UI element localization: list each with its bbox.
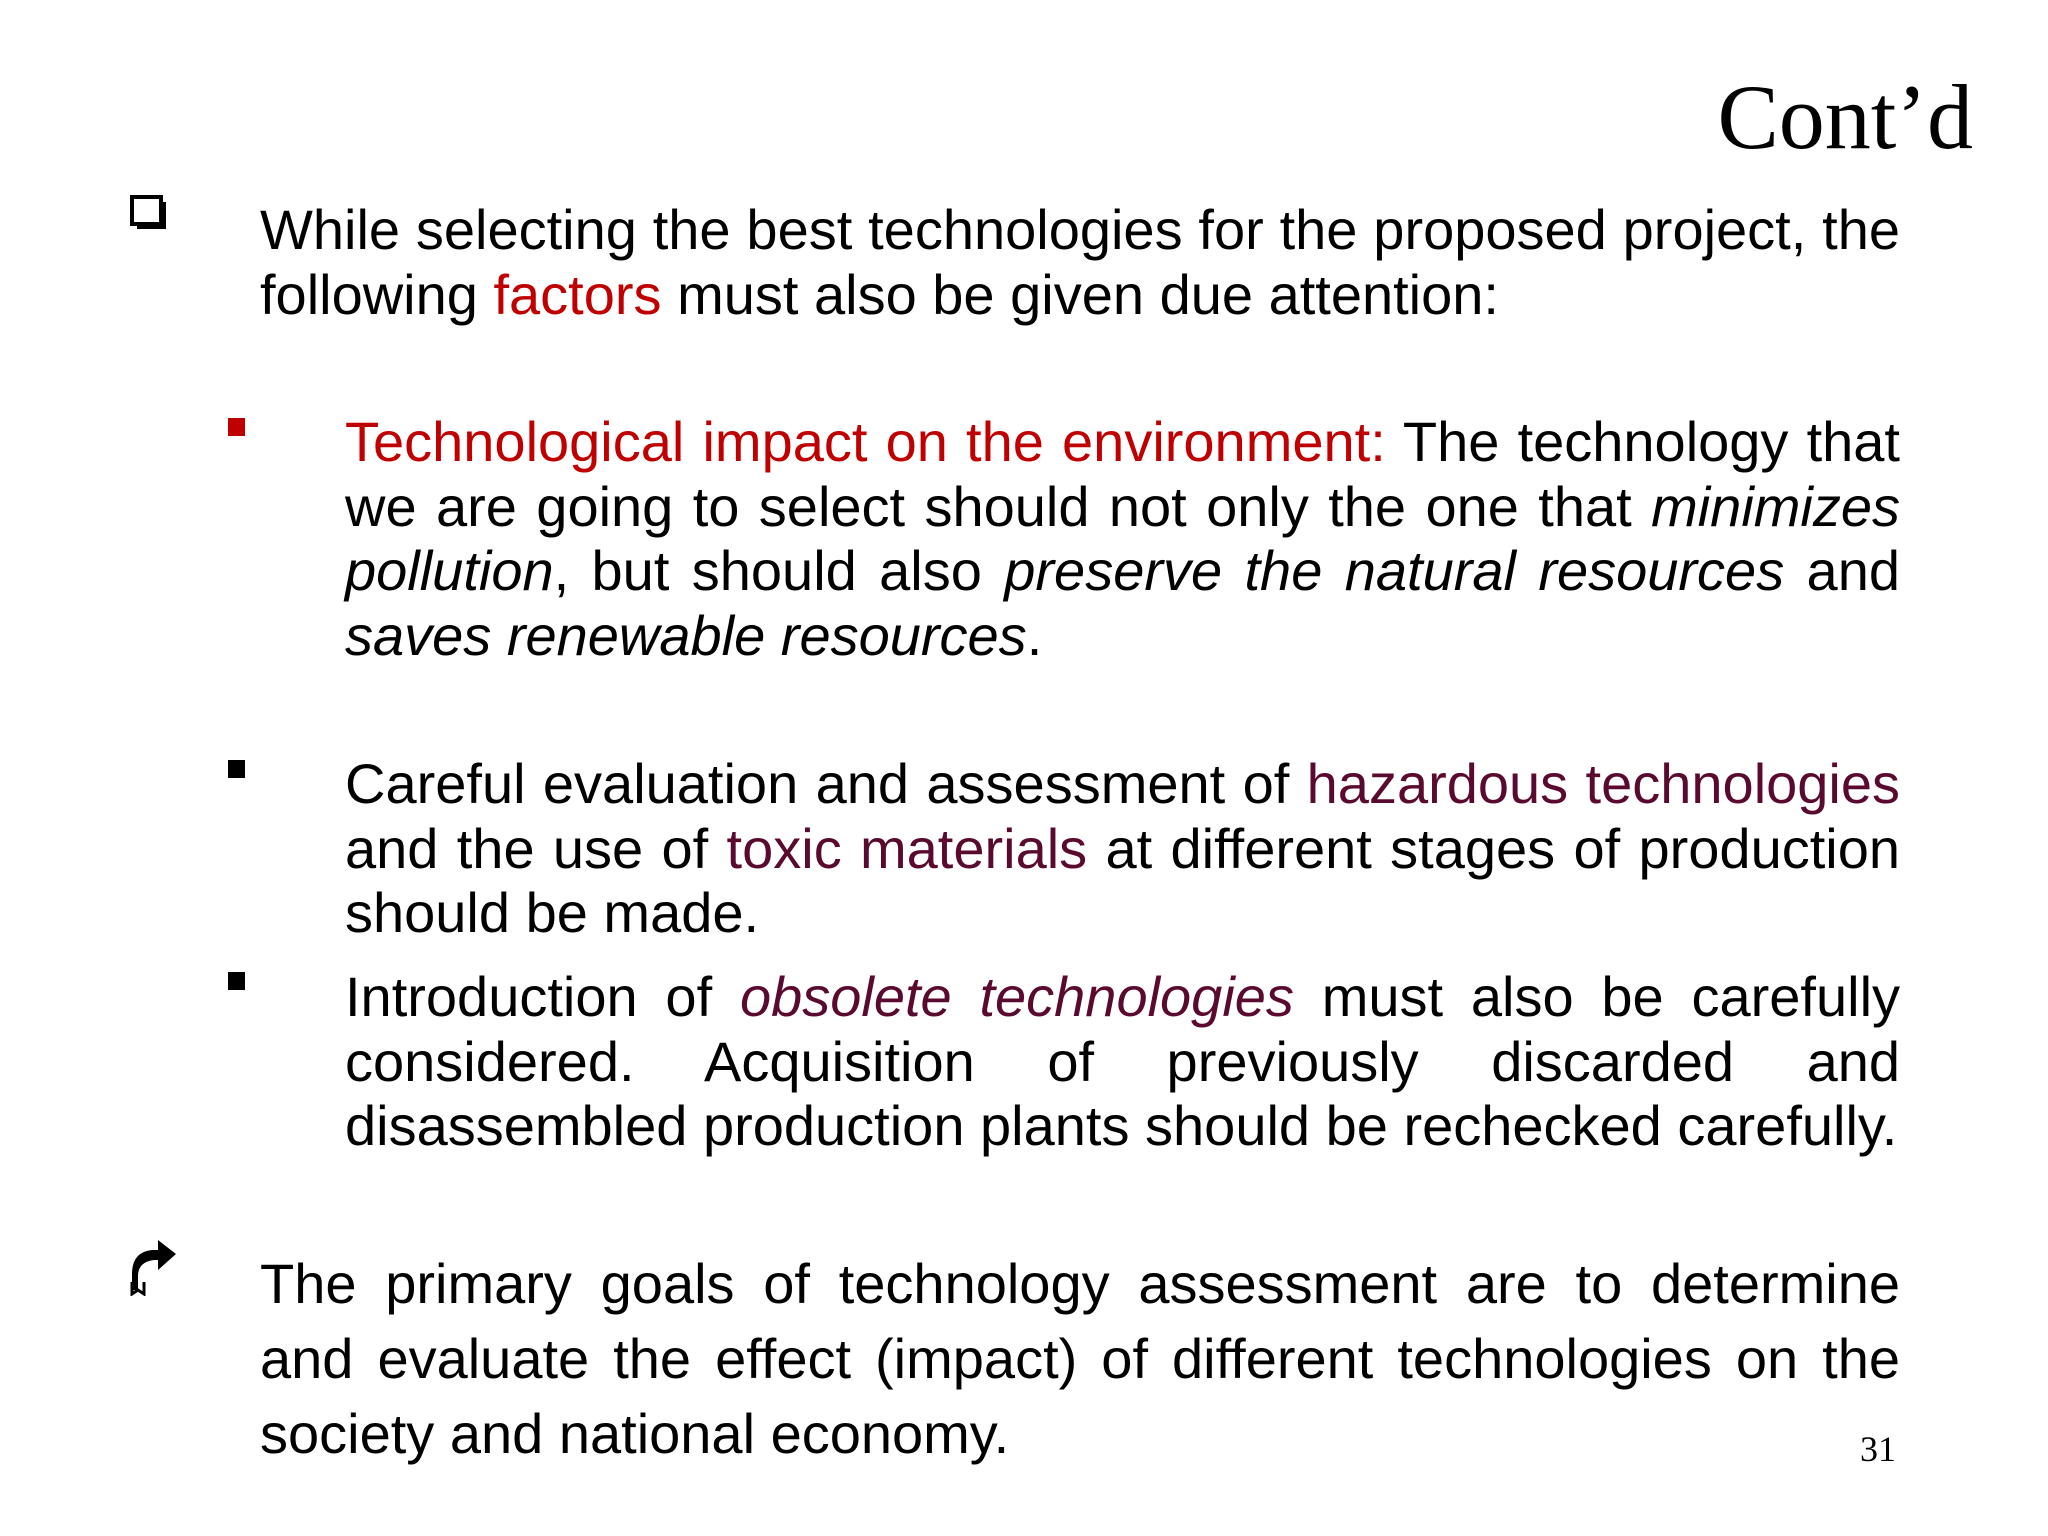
intro-text-1: While selecting the best technologies for the proposed project, the following [260, 198, 1900, 326]
factor-hazardous-text-1: Careful evaluation and assessment of [345, 752, 1307, 815]
factor-obsolete-text-1: Introduction of [345, 965, 740, 1028]
factor-environment-heading: Technological impact on the environment: [345, 410, 1386, 473]
intro-paragraph [260, 198, 1900, 327]
factor-obsolete-text-2: must also be carefully considered. Acquisition of previously discarded and disassembled production plants should be rechecked carefully. [345, 965, 1901, 1157]
factor-environment-text-4: . [1026, 603, 1043, 667]
checkbox-outline-icon [130, 195, 168, 231]
factor-hazardous-text-2: and the use of [345, 816, 727, 880]
factor-environment-italic-3: saves renewable resources [345, 603, 1027, 667]
conclusion-paragraph: The primary goals of technology assessment are to determine and evaluate the effect (impact) of different technologies on the society and national economy. [260, 1252, 1900, 1465]
factor-hazardous-highlight-1: hazardous technologies [1306, 752, 1901, 815]
intro-text-2: must also be given due attention: [661, 262, 1499, 326]
factor-hazardous-highlight-2: toxic materials [726, 816, 1088, 880]
factor-environment-text-1: The technology that we are going to select should not only the one that [345, 410, 1900, 538]
factor-environment-italic-2: preserve the natural resources [1004, 539, 1785, 602]
intro-highlight-factors: factors [493, 262, 662, 326]
black-square-bullet-icon [228, 760, 245, 778]
red-square-bullet-icon [228, 418, 245, 436]
factor-environment-italic-1: minimizes pollution [345, 474, 1900, 602]
factor-environment-text-2: , but should also [553, 539, 1005, 602]
curved-arrow-icon [128, 1240, 180, 1296]
page-number: 31 [1860, 1429, 1896, 1469]
factor-environment [345, 410, 1900, 668]
slide-title: Cont’d [1717, 66, 1973, 168]
factor-hazardous [345, 752, 1900, 946]
factor-environment-text-3: and [1784, 539, 1900, 602]
factor-obsolete-highlight: obsolete technologies [739, 965, 1294, 1028]
black-square-bullet-icon [228, 972, 245, 990]
factor-hazardous-text-3: at different stages of production should be made. [345, 816, 1901, 944]
factor-obsolete [345, 965, 1900, 1159]
